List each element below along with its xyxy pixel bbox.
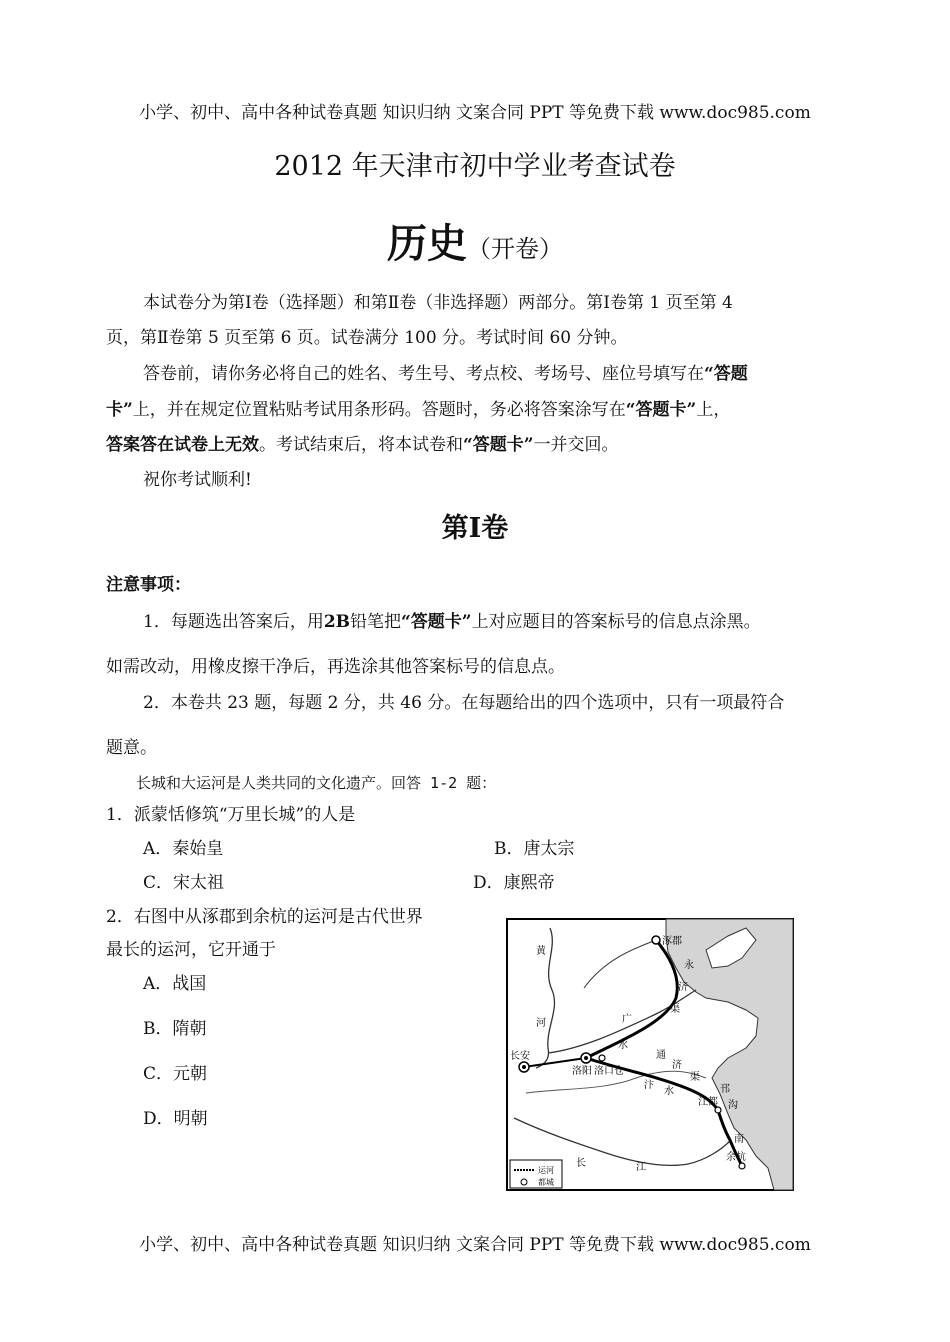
exam-title: 2012 年天津市初中学业考查试卷 xyxy=(274,151,676,182)
q1-option-b: B．唐太宗 xyxy=(494,839,575,859)
text: 上，并在规定位置粘贴考试用条形码。答题时，务必将答案涂写在 xyxy=(132,400,626,420)
note-2-line1: 2．本卷共 23 题，每题 2 分，共 46 分。在每题给出的四个选项中，只有一项最符合 xyxy=(143,693,785,713)
good-luck: 祝你考试顺利! xyxy=(143,470,252,490)
label-huang: 黄 xyxy=(536,946,546,957)
instructions-p1-line1: 本试卷分为第Ⅰ卷（选择题）和第Ⅱ卷（非选择题）两部分。第Ⅰ卷第 1 页至第 4 xyxy=(143,293,733,313)
label-luoyang: 洛阳 xyxy=(572,1066,592,1077)
text: 答卷前，请你务必将自己的姓名、考生号、考点校、考场号、座位号填写在 xyxy=(143,364,704,384)
label-luokou: 洛口仓 xyxy=(594,1066,624,1077)
label-zhuojun: 涿郡 xyxy=(662,936,682,947)
yuhang-marker xyxy=(739,1163,745,1169)
changan-marker-dot xyxy=(522,1065,526,1069)
label-jiangdu: 江都 xyxy=(698,1097,718,1108)
legend-canal-label: 运河 xyxy=(538,1166,554,1175)
q1-option-c: C．宋太祖 xyxy=(143,873,225,893)
text: 铅笔把 xyxy=(350,612,402,632)
text: 。考试结束后，将本试卷和 xyxy=(259,435,463,455)
label-nan: 南 xyxy=(734,1134,744,1145)
label-shui2: 水 xyxy=(664,1086,674,1097)
label-tong: 通 xyxy=(656,1050,666,1061)
label-qu: 渠 xyxy=(670,1004,680,1015)
label-changan: 长安 xyxy=(510,1051,530,1062)
label-gou: 沟 xyxy=(728,1100,738,1111)
q2-stem-line2: 最长的运河，它开通于 xyxy=(106,940,276,960)
subject-main: 历史 xyxy=(387,220,467,267)
luoyang-marker-dot xyxy=(584,1056,588,1060)
instructions-p2-line1 xyxy=(143,359,748,384)
note-2-line2: 题意。 xyxy=(106,738,157,758)
subject-title xyxy=(0,212,950,269)
label-ji: 济 xyxy=(678,982,688,993)
text: 上对应题目的答案标号的信息点涂黑。 xyxy=(471,612,761,632)
label-bian: 汴 xyxy=(644,1080,654,1091)
text: 上， xyxy=(696,400,731,420)
q2-option-d: D．明朝 xyxy=(143,1109,208,1129)
page-header: 小学、初中、高中各种试卷真题 知识归纳 文案合同 PPT 等免费下载 www.doc985.com xyxy=(139,103,811,123)
label-yong: 永 xyxy=(684,960,694,971)
answer-card-term: 卡” xyxy=(106,400,133,420)
answer-card-term: “答题 xyxy=(704,364,748,384)
answer-card-term: “答题卡” xyxy=(463,435,534,455)
question-intro: 长城和大运河是人类共同的文化遗产。回答 1-2 题： xyxy=(136,774,497,792)
page-footer: 小学、初中、高中各种试卷真题 知识归纳 文案合同 PPT 等免费下载 www.doc985.com xyxy=(139,1235,811,1255)
legend-city-label: 都城 xyxy=(538,1178,554,1187)
q1-option-a: A．秦始皇 xyxy=(143,839,224,859)
invalid-answer-note: 答案答在试卷上无效 xyxy=(106,435,259,455)
label-jiang: 江 xyxy=(636,1162,646,1173)
text: 一并交回。 xyxy=(533,435,619,455)
legend-city-marker xyxy=(521,1179,527,1185)
grand-canal-map xyxy=(506,918,794,1191)
label-guang: 广 xyxy=(622,1014,632,1025)
q1-stem: 1．派蒙恬修筑“万里长城”的人是 xyxy=(106,805,356,825)
q2-stem-line1: 2．右图中从涿郡到余杭的运河是古代世界 xyxy=(106,907,423,927)
instructions-p2-line3 xyxy=(106,430,619,455)
label-shui: 水 xyxy=(618,1040,628,1051)
instructions-p2-line2 xyxy=(106,395,730,420)
label-chang: 长 xyxy=(576,1158,586,1169)
q2-option-a: A．战国 xyxy=(143,974,207,994)
notes-title: 注意事项： xyxy=(106,575,191,595)
legend-box xyxy=(510,1160,562,1188)
label-ji2: 济 xyxy=(672,1060,682,1071)
answer-card-term: “答题卡” xyxy=(625,400,697,420)
answer-card-term: “答题卡” xyxy=(401,612,472,632)
label-qu2: 渠 xyxy=(690,1072,700,1083)
zhuojun-marker xyxy=(652,936,660,944)
pencil-2b: 2B xyxy=(323,612,351,632)
label-yuhang: 余杭 xyxy=(726,1152,746,1163)
section-title: 第Ⅰ卷 xyxy=(441,513,509,544)
note-1-line2: 如需改动，用橡皮擦干净后，再选涂其他答案标号的信息点。 xyxy=(106,657,565,677)
subject-note: （开卷） xyxy=(467,235,563,263)
label-han: 邗 xyxy=(720,1084,730,1095)
note-1-line1 xyxy=(143,607,761,632)
instructions-p1-line2: 页，第Ⅱ卷第 5 页至第 6 页。试卷满分 100 分。考试时间 60 分钟。 xyxy=(106,328,628,348)
q1-option-d: D．康熙帝 xyxy=(473,873,555,893)
label-he: 河 xyxy=(536,1018,546,1029)
text: 1．每题选出答案后，用 xyxy=(143,612,324,632)
q2-option-c: C．元朝 xyxy=(143,1064,208,1084)
luokou-marker xyxy=(599,1055,605,1061)
q2-option-b: B．隋朝 xyxy=(143,1019,207,1039)
